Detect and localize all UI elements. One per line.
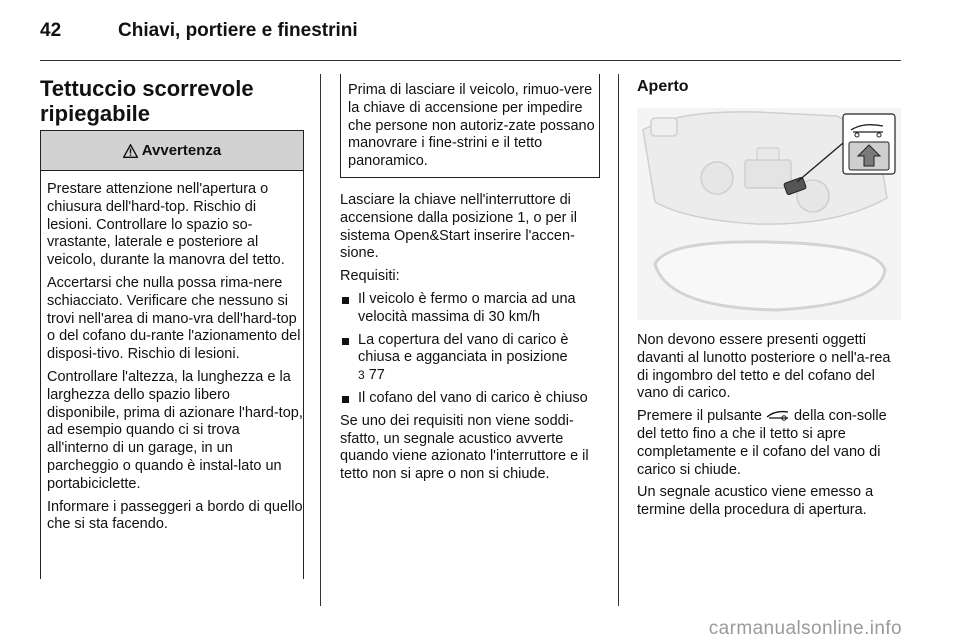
section-title	[40, 76, 310, 126]
bullet-square-icon	[342, 396, 349, 403]
warning-paragraph: Accertarsi che nulla possa rima-nere schiacciato. Verificare che nessuno si trovi nell'area di mano-vra dell'hard-top o del cofano du-rante l'azionamento del disposi-tivo. Rischio di lesioni.	[47, 274, 301, 363]
requirement-item: Il cofano del vano di carico è chiuso	[340, 390, 602, 408]
section-title-line-2: ripiegabile	[40, 101, 151, 126]
warning-header	[41, 131, 303, 171]
aperto-paragraph-2: Premere il pulsante della con-solle del tetto fino a che il tetto si apre completamente e il cofano del vano di carico si chiude.	[637, 408, 887, 478]
column-2-body	[340, 192, 602, 489]
warning-body	[41, 171, 303, 534]
header-rule	[40, 60, 901, 61]
outro-paragraph: Se uno dei requisiti non viene soddi-sfatto, un segnale acustico avverte quando viene azionato l'interruttore e il tetto non si apre o non si chiude.	[340, 412, 589, 483]
section-title-line-1: Tettuccio scorrevole	[40, 76, 254, 101]
aperto-paragraph-1: Non devono essere presenti oggetti davanti al lunotto posteriore o nell'a-rea di ingombro del tetto e del cofano del vano di carico.	[637, 332, 891, 402]
bullet-square-icon	[342, 297, 349, 304]
page-reference-arrow-icon: 3	[358, 368, 365, 383]
requirements-label: Requisiti:	[340, 268, 400, 285]
roof-open-icon	[766, 409, 790, 421]
bullet-square-icon	[342, 338, 349, 345]
note-box	[340, 74, 600, 178]
column-divider-2	[618, 74, 619, 606]
aperto-paragraph-3: Un segnale acustico viene emesso a termine della procedura di apertura.	[637, 484, 874, 519]
column-divider-1	[320, 74, 321, 606]
subsection-heading: Aperto	[637, 78, 689, 95]
warning-paragraph: Controllare l'altezza, la lunghezza e la larghezza dello spazio libero disponibile, prima di azionare l'hard-top, ad esempio quando ci si trova all'interno di un garage, in un parcheggio o quando è instal-lato un portabiciclette.	[47, 368, 303, 492]
intro-paragraph: Lasciare la chiave nell'interruttore di accensione dalla posizione 1, o per il sistema Open&Start inserire l'accen-sione.	[340, 192, 577, 262]
warning-paragraph: Prestare attenzione nell'apertura o chiusura dell'hard-top. Rischio di lesioni. Controllare lo spazio so-vrastante, laterale e posteriore al veicolo, durante la manovra del tetto.	[47, 181, 285, 269]
page-reference-link[interactable]: 77	[368, 367, 385, 384]
watermark: carmanualsonline.info	[708, 618, 902, 639]
requirement-item: La copertura del vano di carico è chiusa e agganciata in posizione 3 77	[340, 332, 602, 385]
column-3-body	[637, 332, 901, 525]
page-number: 42	[40, 20, 62, 41]
roof-console-illustration	[637, 108, 901, 320]
warning-box	[40, 130, 304, 579]
note-text: Prima di lasciare il veicolo, rimuo-vere la chiave di accensione per impedire che persone non autoriz-zate possano manovrare i fine-strini e il tetto panoramico.	[348, 82, 595, 170]
warning-paragraph: Informare i passeggeri a bordo di quello che si sta facendo.	[47, 498, 303, 533]
requirement-item: Il veicolo è fermo o marcia ad una velocità massima di 30 km/h	[340, 291, 602, 327]
warning-heading: Avvertenza	[141, 142, 222, 159]
chapter-title: Chiavi, portiere e finestrini	[118, 20, 358, 41]
warning-triangle-icon	[123, 144, 138, 158]
